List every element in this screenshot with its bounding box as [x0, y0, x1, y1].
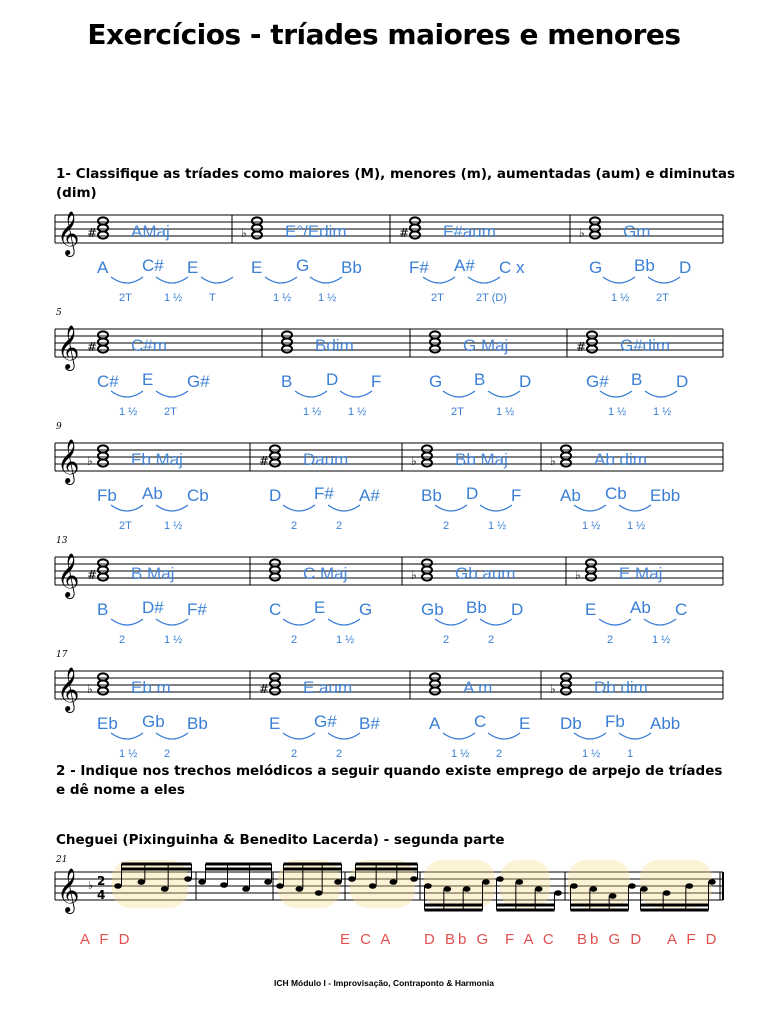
melody-note — [686, 883, 694, 889]
interval-label: 2 — [291, 748, 298, 760]
melody-note — [424, 883, 432, 889]
melody-note — [296, 886, 304, 892]
interval-arc — [156, 619, 188, 625]
note-name: F# — [314, 484, 334, 503]
triad-label: Gb aum — [455, 564, 516, 583]
triad-label: B Maj — [131, 564, 175, 583]
arpeggio-name: A F D — [667, 931, 720, 948]
note-name: B — [631, 370, 643, 389]
note-name: D — [466, 484, 479, 503]
interval-label: 2 — [488, 634, 495, 646]
interval-arc — [283, 619, 315, 625]
interval-arc — [156, 505, 188, 511]
note-name: B — [474, 370, 486, 389]
interval-arc — [648, 277, 680, 283]
note-name: G — [296, 256, 310, 275]
treble-clef-icon: 𝄞 — [57, 868, 80, 912]
triad-label: Eb m — [131, 678, 171, 697]
melody-note — [334, 879, 342, 885]
note-name: Ebb — [650, 486, 681, 505]
accidental-icon: # — [87, 568, 98, 582]
interval-arc — [283, 505, 315, 511]
note-name: Db — [560, 714, 582, 733]
note-name: Fb — [97, 486, 117, 505]
note-name: A — [97, 258, 109, 277]
note-name: D — [519, 372, 532, 391]
interval-label: 1 ½ — [627, 520, 646, 532]
note-name: G# — [314, 712, 337, 731]
melody-note — [114, 883, 122, 889]
interval-label: 1 ½ — [303, 406, 322, 418]
triad-label: Bdim — [315, 336, 354, 355]
note-name: A# — [359, 486, 380, 505]
footer: ICH Módulo I - Improvisação, Contraponto & Harmonia — [273, 978, 495, 988]
arpeggio-name: Bb G D — [577, 931, 645, 948]
triad-label: Fb Maj — [131, 450, 183, 469]
note-name: Bb — [466, 598, 487, 617]
interval-label: 2T — [656, 292, 669, 304]
note-name: G — [359, 600, 373, 619]
interval-label: 2 — [443, 520, 450, 532]
note-name: F# — [409, 258, 429, 277]
melody-note — [444, 886, 452, 892]
interval-label: 1 ½ — [119, 406, 138, 418]
note-name: A# — [454, 256, 475, 275]
note-name: Gb — [142, 712, 165, 731]
interval-label: 1 ½ — [451, 748, 470, 760]
arpeggio-highlight — [278, 860, 340, 908]
interval-arc — [574, 505, 606, 511]
key-flat-icon: ♭ — [88, 879, 94, 892]
accidental-icon: ♭ — [87, 454, 93, 468]
note-name: Gb — [421, 600, 444, 619]
melody-note — [482, 879, 490, 885]
arpeggio-name: E C A — [340, 931, 394, 948]
note-name: B# — [359, 714, 380, 733]
interval-label: 1 ½ — [488, 520, 507, 532]
note-name: Bb — [634, 256, 655, 275]
interval-label: 2T — [119, 520, 132, 532]
interval-label: 1 ½ — [582, 520, 601, 532]
triad-label: Db dim — [594, 678, 648, 697]
arpeggio-highlight — [640, 860, 712, 908]
arpeggio-highlight — [500, 860, 550, 908]
melody-note — [570, 883, 578, 889]
accidental-icon: ♭ — [550, 682, 556, 696]
accidental-icon: # — [87, 226, 98, 240]
triad-label: E aum — [303, 678, 353, 697]
note-name: Ab — [560, 486, 581, 505]
melody-note — [708, 879, 716, 885]
melody-note — [369, 883, 377, 889]
triad-label: C#m — [131, 336, 167, 355]
interval-label: 1 ½ — [164, 292, 183, 304]
triad-label: G#dim — [620, 336, 671, 355]
interval-arc — [328, 733, 360, 739]
note-name: G# — [586, 372, 609, 391]
measure-number: 5 — [56, 308, 62, 318]
interval-arc — [435, 619, 467, 625]
triad-label: Gm — [623, 222, 651, 241]
interval-arc — [156, 733, 188, 739]
note-name: D — [511, 600, 524, 619]
song-title: Cheguei (Pixinguinha & Benedito Lacerda) - segunda parte — [56, 832, 505, 848]
interval-label: 2 — [291, 634, 298, 646]
accidental-icon: # — [259, 454, 270, 468]
note-name: C# — [97, 372, 119, 391]
interval-arc — [488, 391, 520, 397]
note-name: G — [429, 372, 443, 391]
triad-label: G Maj — [463, 336, 509, 355]
measure-number: 13 — [56, 536, 68, 546]
interval-label: 2 — [119, 634, 126, 646]
question-1: 1- Classifique as tríades como maiores (M), menores (m), aumentadas (aum) e diminutas (dim) — [56, 166, 735, 201]
interval-arc — [283, 733, 315, 739]
melody-note — [516, 879, 524, 885]
interval-label: T — [209, 292, 216, 304]
accidental-icon: ♭ — [241, 226, 247, 240]
interval-arc — [156, 277, 188, 283]
interval-arc — [435, 505, 467, 511]
note-name: Bb — [187, 714, 208, 733]
interval-arc — [644, 619, 676, 625]
interval-label: 1 ½ — [164, 634, 183, 646]
interval-label: 1 ½ — [496, 406, 515, 418]
treble-clef-icon: 𝄞 — [57, 325, 80, 369]
treble-clef-icon: 𝄞 — [57, 211, 80, 255]
interval-arc — [468, 277, 500, 283]
note-name: E — [519, 714, 531, 733]
note-name: Ab — [142, 484, 163, 503]
interval-arc — [619, 505, 651, 511]
note-name: C — [675, 600, 688, 619]
note-name: B — [281, 372, 293, 391]
melody-note — [535, 886, 543, 892]
interval-label: 2 — [607, 634, 614, 646]
note-name: Fb — [605, 712, 625, 731]
interval-label: 1 — [627, 748, 634, 760]
arpeggio-name: F A C — [505, 931, 557, 948]
melody-note — [315, 890, 323, 896]
arpeggio-highlight — [568, 860, 630, 908]
arpeggio-highlight — [350, 860, 415, 908]
triad-label: Bb Maj — [455, 450, 508, 469]
interval-label: 2 — [336, 748, 343, 760]
interval-label: 2T (D) — [476, 292, 507, 304]
interval-arc — [600, 391, 632, 397]
measure-number: 9 — [56, 422, 62, 432]
time-sig-top: 2 — [97, 874, 106, 888]
interval-arc — [340, 391, 372, 397]
interval-arc — [111, 505, 143, 511]
note-name: G — [589, 258, 603, 277]
interval-arc — [111, 391, 143, 397]
note-name: A — [429, 714, 441, 733]
interval-arc — [111, 733, 143, 739]
note-name: D — [269, 486, 282, 505]
measure-number: 17 — [56, 650, 68, 660]
note-name: Eb — [97, 714, 118, 733]
accidental-icon: # — [399, 226, 410, 240]
interval-label: 1 ½ — [652, 634, 671, 646]
interval-label: 1 ½ — [318, 292, 337, 304]
melody-note — [640, 886, 648, 892]
note-name: D — [326, 370, 339, 389]
interval-arc — [443, 391, 475, 397]
interval-label: 2 — [291, 520, 298, 532]
interval-label: 1 ½ — [611, 292, 630, 304]
accidental-icon: ♭ — [550, 454, 556, 468]
accidental-icon: # — [87, 340, 98, 354]
arpeggio-name: D Bb G — [424, 931, 492, 948]
arpeggio-name: A F D — [80, 931, 133, 948]
note-name: D — [679, 258, 692, 277]
time-sig-bottom: 4 — [97, 888, 106, 902]
note-name: D — [676, 372, 689, 391]
interval-arc — [603, 277, 635, 283]
melody-note — [220, 882, 228, 888]
accidental-icon: # — [259, 682, 270, 696]
treble-clef-icon: 𝄞 — [57, 553, 80, 597]
interval-label: 1 ½ — [653, 406, 672, 418]
interval-label: 2T — [119, 292, 132, 304]
interval-label: 1 ½ — [273, 292, 292, 304]
melody-note — [463, 886, 471, 892]
melody-note — [161, 886, 169, 892]
interval-arc — [265, 277, 297, 283]
interval-arc — [599, 619, 631, 625]
melody-note — [276, 883, 284, 889]
page-title: Exercícios - tríades maiores e menores — [87, 18, 681, 51]
interval-arc — [619, 733, 651, 739]
triad-label: Daum — [303, 450, 349, 469]
accidental-icon: ♭ — [87, 682, 93, 696]
triad-label: A m — [463, 678, 493, 697]
interval-arc — [328, 505, 360, 511]
melody-note — [609, 893, 617, 899]
note-name: Abb — [650, 714, 681, 733]
interval-label: 2 — [496, 748, 503, 760]
note-name: Ab — [630, 598, 651, 617]
interval-arc — [574, 733, 606, 739]
note-name: B — [97, 600, 109, 619]
accidental-icon: ♭ — [579, 226, 585, 240]
interval-arc — [443, 733, 475, 739]
note-name: Bb — [421, 486, 442, 505]
melody-note — [348, 876, 356, 882]
note-name: Cb — [605, 484, 627, 503]
note-name: Bb — [341, 258, 362, 277]
interval-arc — [328, 619, 360, 625]
question-2: 2 - Indique nos trechos melódicos a seguir quando existe emprego de arpejo de tríades e dê nome a eles — [56, 763, 723, 798]
treble-clef-icon: 𝄞 — [57, 667, 80, 711]
melody-note — [590, 886, 598, 892]
triad-label: C Maj — [303, 564, 348, 583]
note-name: E — [585, 600, 597, 619]
interval-arc — [295, 391, 327, 397]
note-name: E — [251, 258, 263, 277]
arpeggio-highlight — [112, 860, 188, 908]
accidental-icon: ♭ — [411, 454, 417, 468]
melody-note — [628, 883, 636, 889]
triad-label: F#aum — [443, 222, 496, 241]
treble-clef-icon: 𝄞 — [57, 439, 80, 483]
triad-label: Ab dim — [594, 450, 647, 469]
interval-label: 1 ½ — [336, 634, 355, 646]
measure-number: 21 — [56, 855, 68, 865]
melody-note — [264, 879, 272, 885]
note-name: G# — [187, 372, 210, 391]
note-name: D# — [142, 598, 164, 617]
note-name: F# — [187, 600, 207, 619]
note-name: C — [269, 600, 282, 619]
interval-label: 1 ½ — [348, 406, 367, 418]
melody-note — [496, 876, 504, 882]
triad-label: E Maj — [619, 564, 663, 583]
interval-label: 2T — [431, 292, 444, 304]
interval-arc — [310, 277, 342, 283]
melody-note — [198, 879, 206, 885]
note-name: C — [474, 712, 487, 731]
accidental-icon: ♭ — [575, 568, 581, 582]
melody-note — [184, 876, 192, 882]
interval-label: 2T — [451, 406, 464, 418]
melody-note — [242, 886, 250, 892]
melody-note — [410, 876, 418, 882]
interval-label: 2T — [164, 406, 177, 418]
note-name: F — [511, 486, 522, 505]
interval-arc — [111, 277, 143, 283]
note-name: E — [142, 370, 154, 389]
triad-label: AMaj — [131, 222, 170, 241]
melody-note — [663, 890, 671, 896]
interval-arc — [480, 619, 512, 625]
accidental-icon: ♭ — [411, 568, 417, 582]
interval-arc — [156, 391, 188, 397]
note-name: E — [269, 714, 281, 733]
interval-arc — [488, 733, 520, 739]
note-name: Cb — [187, 486, 209, 505]
note-name: C# — [142, 256, 164, 275]
interval-label: 1 ½ — [119, 748, 138, 760]
interval-arc — [201, 277, 233, 283]
accidental-icon: # — [576, 340, 587, 354]
interval-arc — [480, 505, 512, 511]
interval-label: 1 ½ — [164, 520, 183, 532]
melody-note — [390, 879, 398, 885]
interval-label: 2 — [164, 748, 171, 760]
melody-note — [138, 879, 146, 885]
note-name: C x — [499, 258, 525, 277]
interval-label: 2 — [336, 520, 343, 532]
interval-label: 2 — [443, 634, 450, 646]
note-name: E — [314, 598, 326, 617]
triad-label: E°/Edim — [285, 222, 347, 241]
note-name: F — [371, 372, 382, 391]
interval-label: 1 ½ — [608, 406, 627, 418]
note-name: E — [187, 258, 199, 277]
interval-label: 1 ½ — [582, 748, 601, 760]
melody-note — [554, 890, 562, 896]
interval-arc — [111, 619, 143, 625]
interval-arc — [423, 277, 455, 283]
interval-arc — [645, 391, 677, 397]
